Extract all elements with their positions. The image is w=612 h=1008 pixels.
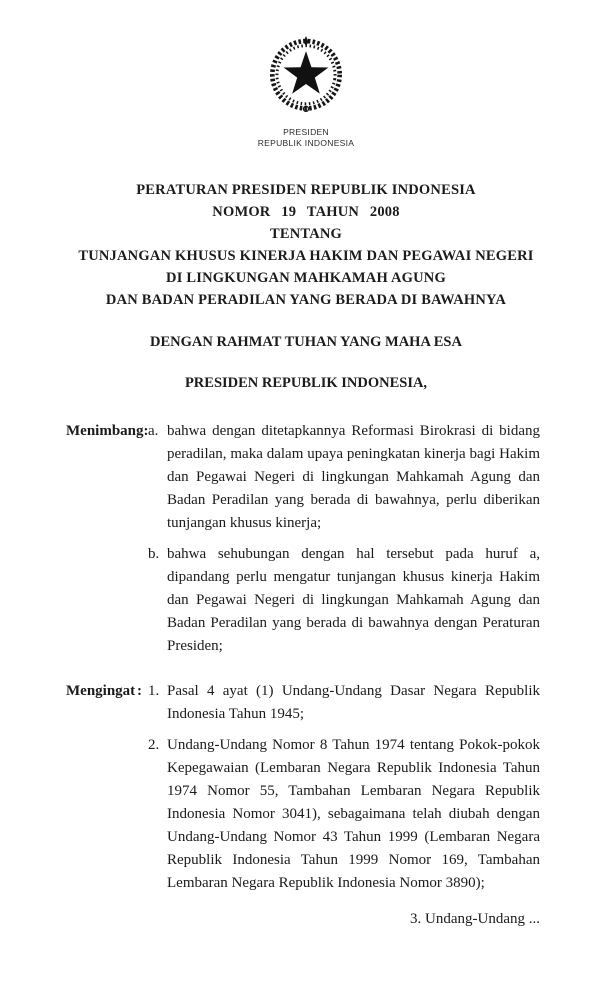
- presidential-star-emblem-icon: [263, 36, 349, 116]
- title-line-regulation: PERATURAN PRESIDEN REPUBLIK INDONESIA: [136, 182, 476, 198]
- item-text: Pasal 4 ayat (1) Undang-Undang Dasar Negara Republik Indonesia Tahun 1945;: [167, 683, 540, 722]
- considering-section: [0, 420, 612, 658]
- considering-label: [66, 420, 149, 658]
- recalling-item-2: [148, 734, 540, 895]
- considering-label-text: Menimbang: [66, 423, 144, 439]
- recalling-label-text: Mengingat: [66, 683, 136, 699]
- page-header: [0, 0, 612, 149]
- item-text: bahwa dengan ditetapkannya Reformasi Birokrasi di bidang peradilan, maka dalam upaya peningkatan kinerja bagi Hakim dan Pegawai Negeri di lingkungan Mahkamah Agung dan Badan Peradilan yang berada di bawahnya, perlu diberikan tunjangan khusus kinerja;: [167, 423, 540, 531]
- recalling-section: [0, 680, 612, 895]
- title-line-tentang: TENTANG: [269, 226, 343, 242]
- item-marker: 2.: [148, 737, 160, 753]
- title-line-subject-2: DI LINGKUNGAN MAHKAMAH AGUNG: [166, 270, 446, 286]
- item-marker: 1.: [148, 683, 160, 699]
- recalling-label: [66, 680, 142, 895]
- title-line-subject-3: DAN BADAN PERADILAN YANG BERADA DI BAWAHNYA: [105, 292, 507, 308]
- issuing-authority-line: PRESIDEN REPUBLIK INDONESIA,: [184, 375, 428, 391]
- recalling-item-1: [148, 680, 540, 726]
- emblem-caption-line2: REPUBLIK INDONESIA: [257, 138, 355, 148]
- item-marker: a.: [148, 423, 159, 439]
- item-text: bahwa sehubungan dengan hal tersebut pada huruf a, dipandang perlu mengatur tunjangan khusus kinerja Hakim dan Pegawai Negeri di lingkungan Mahkamah Agung dan Badan Peradilan yang berada di bawahnya dengan Peraturan Presiden;: [167, 546, 540, 654]
- considering-items: [148, 420, 540, 658]
- considering-item-a: [148, 420, 540, 535]
- item-text: Undang-Undang Nomor 8 Tahun 1974 tentang Pokok-pokok Kepegawaian (Lembaran Negara Republik Indonesia Tahun 1974 Nomor 55, Tambahan Lembaran Negara Republik Indonesia Nomor 3041), sebagaimana telah diubah dengan Undang-Undang Nomor 43 Tahun 1999 (Lembaran Negara Republik Indonesia Tahun 1999 Nomor 169, Tambahan Lembaran Negara Republik Indonesia Nomor 3890);: [167, 737, 540, 891]
- recalling-items: [148, 680, 540, 895]
- page-catchword: 3. Undang-Undang ...: [410, 911, 540, 927]
- recalling-label-colon: :: [137, 683, 142, 699]
- considering-item-b: [148, 543, 540, 658]
- item-marker: b.: [148, 546, 160, 562]
- regulation-title: [0, 179, 612, 311]
- star-icon: [284, 51, 329, 94]
- invocation-line: DENGAN RAHMAT TUHAN YANG MAHA ESA: [150, 334, 462, 350]
- considering-label-colon: :: [143, 423, 149, 439]
- emblem-caption: [0, 127, 612, 149]
- wreath-top-ornament: [303, 36, 308, 46]
- emblem-caption-line1: PRESIDEN: [283, 127, 329, 137]
- title-line-number: NOMOR 19 TAHUN 2008: [212, 204, 400, 220]
- title-line-subject-1: TUNJANGAN KHUSUS KINERJA HAKIM DAN PEGAWAI NEGERI: [78, 248, 534, 264]
